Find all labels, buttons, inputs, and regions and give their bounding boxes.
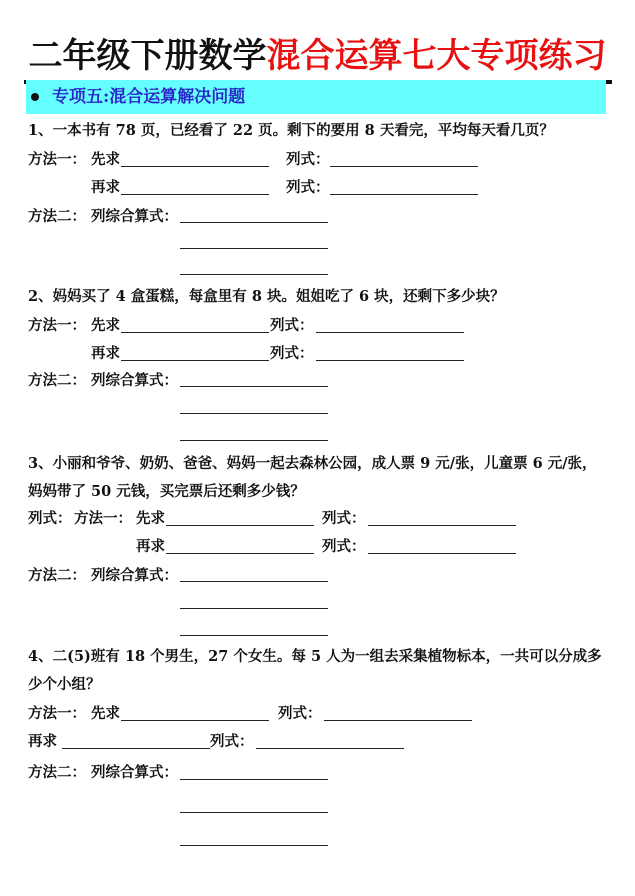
q4-combined-blank-2[interactable] [180,812,328,813]
title-highlight: 混合运算七大专项练习 [266,36,607,76]
question-2-text: 2、妈妈买了 4 盒蛋糕，每盒里有 8 块。姐姐吃了 6 块，还剩下多少块？ [28,288,505,305]
title-main: 二年级下册数学 [28,36,267,76]
q2-combined-blank-2[interactable] [180,413,328,414]
q4-formula2-blank[interactable] [256,748,404,749]
q1-then-label: 再求 [91,179,120,196]
q1-first-label: 先求 [91,151,120,168]
q3-then-label: 再求 [136,538,165,555]
q2-formula1-blank[interactable] [316,332,464,333]
q3-first-blank[interactable] [166,525,314,526]
question-1-text: 1、一本书有 78 页，已经看了 22 页。剩下的要用 8 天看完，平均每天看几页？ [28,122,554,139]
q1-formula1-label: 列式： [286,151,330,168]
q2-formula2-blank[interactable] [316,360,464,361]
q1-combined-blank-2[interactable] [180,248,328,249]
q1-formula2-blank[interactable] [330,194,478,195]
q2-then-label: 再求 [91,345,120,362]
q4-first-label: 先求 [91,705,120,722]
q3-formula-label: 列式： [28,510,72,527]
section-banner [26,80,606,114]
q4-formula1-blank[interactable] [324,720,472,721]
q2-formula1-label: 列式： [270,317,314,334]
q3-formula2-label: 列式： [322,538,366,555]
q1-method1-label: 方法一： [28,151,86,168]
q4-combined-blank-3[interactable] [180,845,328,846]
q2-method2-label: 方法二： [28,372,86,389]
q1-combined-label: 列综合算式： [91,208,178,225]
q1-method2-label: 方法二： [28,208,86,225]
q3-combined-blank-2[interactable] [180,608,328,609]
question-3-text-line2: 妈妈带了 50 元钱，买完票后还剩多少钱？ [28,483,305,500]
q3-combined-blank-1[interactable] [180,581,328,582]
q4-method2-label: 方法二： [28,764,86,781]
q1-formula2-label: 列式： [286,179,330,196]
q3-method1-label: 方法一： [74,510,132,527]
q3-first-label: 先求 [136,510,165,527]
q1-combined-blank-3[interactable] [180,274,328,275]
q3-method2-label: 方法二： [28,567,86,584]
q2-formula2-label: 列式： [270,345,314,362]
q2-then-blank[interactable] [121,360,269,361]
q4-method1-label: 方法一： [28,705,86,722]
q2-first-label: 先求 [91,317,120,334]
q4-combined-label: 列综合算式： [91,764,178,781]
q1-first-blank[interactable] [121,166,269,167]
q3-formula2-blank[interactable] [368,553,516,554]
q1-combined-blank-1[interactable] [180,222,328,223]
q2-first-blank[interactable] [121,332,269,333]
q3-formula1-blank[interactable] [368,525,516,526]
q4-formula2-label: 列式： [210,733,254,750]
q4-first-blank[interactable] [121,720,269,721]
q2-combined-blank-1[interactable] [180,386,328,387]
q2-method1-label: 方法一： [28,317,86,334]
q4-then-label: 再求 [28,733,57,750]
q4-formula1-label: 列式： [278,705,322,722]
q2-combined-blank-3[interactable] [180,440,328,441]
section-label: 专项五:混合运算解决问题 [52,87,246,107]
q4-combined-blank-1[interactable] [180,779,328,780]
q3-combined-label: 列综合算式： [91,567,178,584]
q3-formula1-label: 列式： [322,510,366,527]
q2-combined-label: 列综合算式： [91,372,178,389]
bullet-icon [31,93,39,101]
question-3-text-line1: 3、小丽和爷爷、奶奶、爸爸、妈妈一起去森林公园，成人票 9 元/张，儿童票 6 元/张， [28,455,597,472]
q3-combined-blank-3[interactable] [180,635,328,636]
page-title [0,36,635,76]
q1-then-blank[interactable] [121,194,269,195]
question-4-text-line1: 4、二(5)班有 18 个男生，27 个女生。每 5 人为一组去采集植物标本，一共可以分成多 [28,648,602,665]
q3-then-blank[interactable] [166,553,314,554]
q1-formula1-blank[interactable] [330,166,478,167]
question-4-text-line2: 少个小组？ [28,676,101,693]
q4-then-blank[interactable] [62,748,210,749]
